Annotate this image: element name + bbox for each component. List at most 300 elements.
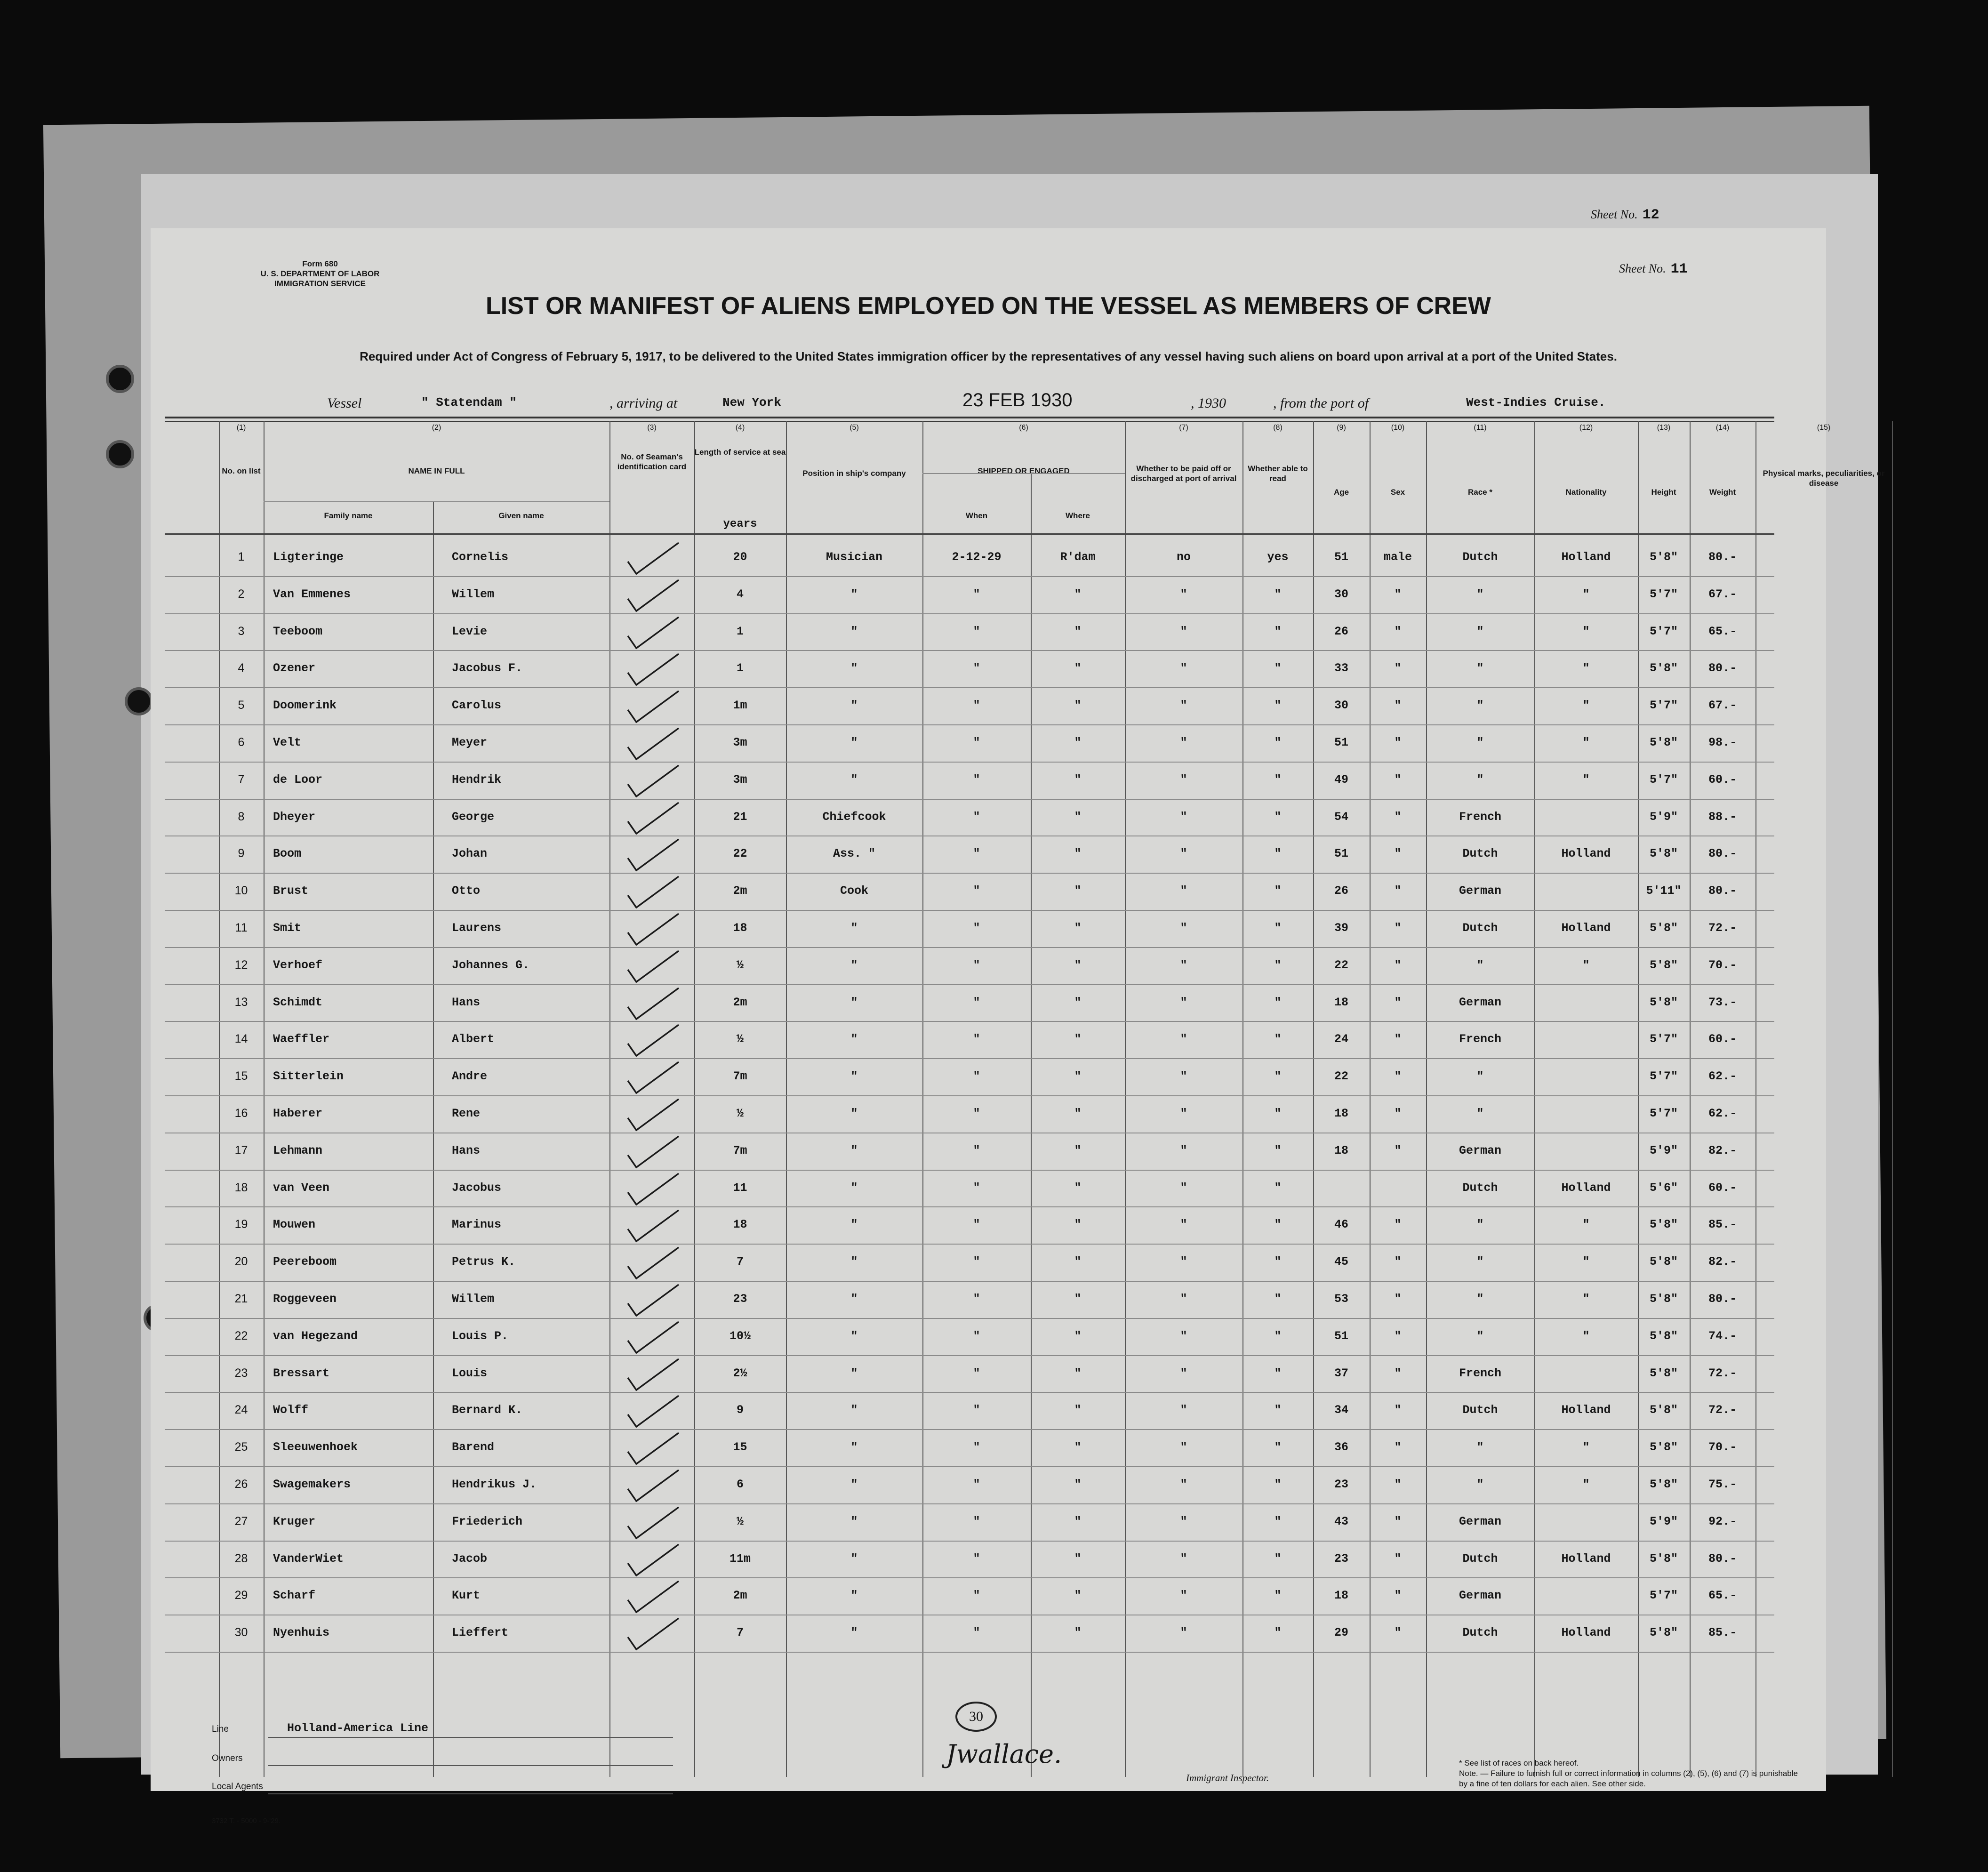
cell-nationality: " xyxy=(1582,1255,1590,1269)
cell-row-number: 3 xyxy=(238,624,245,638)
cell-family-name: Boom xyxy=(273,847,302,861)
footnotes xyxy=(1459,1758,1807,1789)
cell-paid-off: " xyxy=(1180,736,1187,749)
cell-able-to-read: " xyxy=(1274,810,1282,824)
cell-given-name: Barend xyxy=(452,1440,495,1454)
cell-able-to-read: " xyxy=(1274,847,1282,861)
cell-shipped-when: " xyxy=(973,1143,980,1157)
cell-weight: 73.- xyxy=(1708,995,1737,1009)
cell-able-to-read: " xyxy=(1274,736,1282,749)
cell-length-of-service: 3m xyxy=(733,772,747,787)
cell-race: " xyxy=(1476,958,1484,972)
cell-age: 53 xyxy=(1334,1292,1348,1306)
row-rule xyxy=(165,687,1774,688)
cell-length-of-service: 10½ xyxy=(729,1329,751,1343)
cell-sex: " xyxy=(1394,958,1402,972)
cell-sex: " xyxy=(1394,1551,1402,1566)
cell-family-name: Peereboom xyxy=(273,1255,337,1269)
cell-shipped-when: " xyxy=(973,995,980,1009)
cell-able-to-read: " xyxy=(1274,772,1282,787)
header-physical-marks: Physical marks, peculiarities, or disease xyxy=(1763,469,1885,488)
cell-race: Dutch xyxy=(1462,1626,1498,1640)
col-number: (4) xyxy=(735,424,745,432)
cell-family-name: Teeboom xyxy=(273,624,323,638)
cell-weight: 98.- xyxy=(1708,736,1737,749)
cell-sex: " xyxy=(1394,587,1402,601)
cell-given-name: Marinus xyxy=(452,1218,502,1232)
row-rule xyxy=(165,1244,1774,1245)
cell-position: " xyxy=(850,1218,858,1232)
cell-race: Dutch xyxy=(1462,550,1498,564)
cell-race: " xyxy=(1476,1107,1484,1120)
cell-length-of-service: 2½ xyxy=(733,1366,747,1380)
cell-shipped-where: " xyxy=(1074,699,1082,713)
cell-shipped-when: " xyxy=(973,921,980,935)
page-title: LIST OR MANIFEST OF ALIENS EMPLOYED ON THE VESSEL AS MEMBERS OF CREW xyxy=(486,292,1491,320)
cell-able-to-read: " xyxy=(1274,699,1282,713)
cell-row-number: 18 xyxy=(234,1181,248,1194)
row-rule xyxy=(165,1021,1774,1022)
cell-given-name: Petrus K. xyxy=(452,1255,516,1269)
column-divider xyxy=(1892,421,1893,1777)
cell-height: 5'8" xyxy=(1649,550,1678,564)
cell-shipped-where: " xyxy=(1074,1181,1082,1195)
header-age: Age xyxy=(1333,488,1349,497)
cell-paid-off: " xyxy=(1180,699,1187,713)
row-rule xyxy=(165,613,1774,614)
cell-weight: 70.- xyxy=(1708,1440,1737,1454)
cell-age: 18 xyxy=(1334,1589,1348,1603)
cell-shipped-where: " xyxy=(1074,1292,1082,1306)
cell-row-number: 1 xyxy=(238,550,245,563)
cell-height: 5'11" xyxy=(1646,884,1682,898)
cell-paid-off: " xyxy=(1180,1551,1187,1566)
cell-given-name: Otto xyxy=(452,884,481,898)
cell-row-number: 14 xyxy=(234,1032,248,1046)
checkmark-icon xyxy=(626,836,682,874)
checkmark-icon xyxy=(626,725,682,763)
cell-sex: " xyxy=(1394,884,1402,898)
cell-family-name: Schimdt xyxy=(273,995,323,1009)
cell-race: Dutch xyxy=(1462,1551,1498,1566)
owners-label: Owners xyxy=(212,1753,243,1763)
cell-shipped-when: " xyxy=(973,1255,980,1269)
cell-age: 39 xyxy=(1334,921,1348,935)
cell-age: 30 xyxy=(1334,699,1348,713)
col-number: (11) xyxy=(1474,424,1487,432)
checkmark-icon xyxy=(626,985,682,1023)
checkmark-icon xyxy=(626,614,682,652)
cell-shipped-where: " xyxy=(1074,1069,1082,1084)
cell-weight: 75.- xyxy=(1708,1478,1737,1491)
row-rule xyxy=(165,1318,1774,1319)
header-family-name: Family name xyxy=(324,511,373,520)
cell-length-of-service: 2m xyxy=(733,995,747,1009)
cell-sex: " xyxy=(1394,624,1402,638)
cell-family-name: Smit xyxy=(273,921,302,935)
cell-row-number: 4 xyxy=(238,661,245,675)
cell-shipped-when: " xyxy=(973,958,980,972)
cell-shipped-where: " xyxy=(1074,1440,1082,1454)
cell-nationality: " xyxy=(1582,958,1590,972)
checkmark-icon xyxy=(626,577,682,615)
cell-nationality: " xyxy=(1582,1292,1590,1306)
cell-position: " xyxy=(850,958,858,972)
cell-paid-off: " xyxy=(1180,1329,1187,1343)
cell-shipped-when: " xyxy=(973,1032,980,1046)
checkmark-icon xyxy=(626,1022,682,1060)
checkmark-icon xyxy=(626,763,682,800)
cell-weight: 72.- xyxy=(1708,1403,1737,1417)
cell-length-of-service: 15 xyxy=(733,1440,747,1454)
cell-row-number: 24 xyxy=(234,1403,248,1417)
cell-position: " xyxy=(850,661,858,675)
row-rule xyxy=(165,650,1774,651)
cell-sex: " xyxy=(1394,1255,1402,1269)
cell-able-to-read: " xyxy=(1274,921,1282,935)
cell-shipped-where: " xyxy=(1074,1107,1082,1120)
cell-height: 5'8" xyxy=(1649,1218,1678,1232)
cell-shipped-when: " xyxy=(973,1589,980,1603)
cell-paid-off: " xyxy=(1180,1292,1187,1306)
cell-length-of-service: 11m xyxy=(729,1551,751,1566)
checkmark-icon xyxy=(626,688,682,726)
table-top-rule xyxy=(165,417,1774,418)
cell-shipped-where: " xyxy=(1074,1403,1082,1417)
col-number: (14) xyxy=(1715,424,1730,432)
cell-height: 5'8" xyxy=(1649,958,1678,972)
cell-given-name: Willem xyxy=(452,1292,495,1306)
cell-sex: " xyxy=(1394,1143,1402,1157)
cell-age: 22 xyxy=(1334,1069,1348,1084)
col-number: (15) xyxy=(1817,424,1831,432)
cell-family-name: de Loor xyxy=(273,772,323,787)
cell-weight: 60.- xyxy=(1708,772,1737,787)
cell-race: " xyxy=(1476,772,1484,787)
cell-position: Chiefcook xyxy=(822,810,886,824)
cell-height: 5'8" xyxy=(1649,1366,1678,1380)
cell-family-name: Roggeveen xyxy=(273,1292,337,1306)
cell-position: " xyxy=(850,921,858,935)
cell-shipped-where: " xyxy=(1074,1032,1082,1046)
cell-nationality: " xyxy=(1582,1329,1590,1343)
cell-sex: " xyxy=(1394,1032,1402,1046)
header-paid-off: Whether to be paid off or discharged at port of arrival xyxy=(1130,464,1237,483)
cell-position: " xyxy=(850,1440,858,1454)
cell-sex: " xyxy=(1394,1218,1402,1232)
cell-row-number: 13 xyxy=(234,995,248,1009)
cell-able-to-read: " xyxy=(1274,1626,1282,1640)
footnote-penalty: Note. — Failure to furnish full or correct information in columns (2), (5), (6) and (7) is punishable by a fine of ten dollars for each alien. See other side. xyxy=(1459,1769,1798,1788)
cell-row-number: 2 xyxy=(238,587,245,601)
header-where: Where xyxy=(1066,511,1090,520)
line-value: Holland-America Line xyxy=(287,1721,429,1735)
cell-family-name: Bressart xyxy=(273,1366,330,1380)
cell-length-of-service: ½ xyxy=(736,1032,744,1046)
cell-sex: " xyxy=(1394,921,1402,935)
cell-race: " xyxy=(1476,1478,1484,1491)
cell-height: 5'8" xyxy=(1649,1478,1678,1491)
row-rule xyxy=(165,576,1774,577)
cell-shipped-where: " xyxy=(1074,995,1082,1009)
cell-sex: " xyxy=(1394,847,1402,861)
cell-age: 54 xyxy=(1334,810,1348,824)
checkmark-icon xyxy=(626,1319,682,1357)
cell-position: " xyxy=(850,1626,858,1640)
cell-race: Dutch xyxy=(1462,1181,1498,1195)
cell-able-to-read: " xyxy=(1274,1292,1282,1306)
cell-paid-off: " xyxy=(1180,1440,1187,1454)
cell-age: 24 xyxy=(1334,1032,1348,1046)
header-bottom-rule xyxy=(165,533,1774,535)
checkmark-icon xyxy=(626,1171,682,1208)
cell-age: 46 xyxy=(1334,1218,1348,1232)
cell-paid-off: " xyxy=(1180,772,1187,787)
col-number: (6) xyxy=(1019,424,1028,432)
cell-able-to-read: " xyxy=(1274,1514,1282,1528)
checkmark-icon xyxy=(626,1356,682,1394)
line-underline xyxy=(268,1737,673,1738)
cell-paid-off: " xyxy=(1180,661,1187,675)
cell-family-name: Ligteringe xyxy=(273,550,344,564)
cell-race: " xyxy=(1476,736,1484,749)
cell-shipped-where: " xyxy=(1074,958,1082,972)
cell-shipped-when: " xyxy=(973,810,980,824)
cell-family-name: Nyenhuis xyxy=(273,1626,330,1640)
cell-given-name: Kurt xyxy=(452,1589,481,1603)
cell-family-name: Brust xyxy=(273,884,309,898)
header-weight: Weight xyxy=(1709,488,1736,497)
cell-length-of-service: 2m xyxy=(733,1589,747,1603)
cell-shipped-when: " xyxy=(973,1292,980,1306)
cell-race: " xyxy=(1476,699,1484,713)
cell-shipped-when: " xyxy=(973,1366,980,1380)
cell-able-to-read: " xyxy=(1274,1069,1282,1084)
cell-paid-off: " xyxy=(1180,587,1187,601)
cell-row-number: 30 xyxy=(234,1626,248,1639)
page-subtitle: Required under Act of Congress of February 5, 1917, to be delivered to the United States immigration officer by the representatives of any vessel having such aliens on board upon arrival at a port of the United States. xyxy=(360,349,1617,363)
cell-row-number: 9 xyxy=(238,847,245,860)
header-shipped-engaged: SHIPPED OR ENGAGED xyxy=(978,466,1070,475)
punch-hole xyxy=(125,687,153,715)
cell-row-number: 28 xyxy=(234,1551,248,1565)
cell-race: German xyxy=(1459,884,1501,898)
header-when: When xyxy=(965,511,988,520)
cell-family-name: Mouwen xyxy=(273,1218,316,1232)
cell-shipped-when: " xyxy=(973,1440,980,1454)
cell-able-to-read: " xyxy=(1274,1403,1282,1417)
cell-paid-off: " xyxy=(1180,847,1187,861)
checkmark-icon xyxy=(626,1133,682,1171)
cell-able-to-read: " xyxy=(1274,1589,1282,1603)
sheet-number: Sheet No. 11 xyxy=(1619,261,1688,277)
cell-given-name: Jacob xyxy=(452,1551,488,1566)
cell-race: " xyxy=(1476,1329,1484,1343)
cell-age: 26 xyxy=(1334,624,1348,638)
cell-able-to-read: " xyxy=(1274,587,1282,601)
cell-length-of-service: 4 xyxy=(736,587,744,601)
from-port-label: , from the port of xyxy=(1273,395,1369,411)
header-rule xyxy=(922,473,1125,474)
cell-family-name: Velt xyxy=(273,736,302,749)
cell-given-name: Jacobus xyxy=(452,1181,502,1195)
cell-given-name: Hans xyxy=(452,1143,481,1157)
cell-able-to-read: " xyxy=(1274,1551,1282,1566)
cell-height: 5'7" xyxy=(1649,1589,1678,1603)
cell-height: 5'8" xyxy=(1649,1440,1678,1454)
cell-position: " xyxy=(850,1255,858,1269)
cell-weight: 80.- xyxy=(1708,661,1737,675)
cell-position: " xyxy=(850,1551,858,1566)
cell-row-number: 11 xyxy=(235,921,248,934)
cell-length-of-service: 7 xyxy=(736,1255,744,1269)
cell-row-number: 26 xyxy=(234,1478,248,1491)
cell-able-to-read: " xyxy=(1274,1440,1282,1454)
cell-shipped-when: " xyxy=(973,1181,980,1195)
cell-family-name: Kruger xyxy=(273,1514,316,1528)
cell-age: 43 xyxy=(1334,1514,1348,1528)
cell-shipped-where: " xyxy=(1074,1514,1082,1528)
cell-shipped-when: " xyxy=(973,624,980,638)
cell-length-of-service: ½ xyxy=(736,1514,744,1528)
cell-given-name: Hendrikus J. xyxy=(452,1478,537,1491)
row-rule xyxy=(165,724,1774,725)
checkmark-icon xyxy=(626,948,682,986)
row-rule xyxy=(165,1577,1774,1578)
cell-sex: " xyxy=(1394,772,1402,787)
row-rule xyxy=(165,910,1774,911)
punch-hole xyxy=(106,440,134,468)
cell-row-number: 5 xyxy=(238,699,245,712)
cell-shipped-where: " xyxy=(1074,1329,1082,1343)
cell-given-name: Levie xyxy=(452,624,488,638)
cell-row-number: 20 xyxy=(234,1255,248,1269)
cell-row-number: 29 xyxy=(234,1589,248,1602)
cell-shipped-where: " xyxy=(1074,1255,1082,1269)
cell-able-to-read: " xyxy=(1274,1181,1282,1195)
agents-underline xyxy=(268,1793,673,1794)
cell-sex: " xyxy=(1394,736,1402,749)
header-no: No. on list xyxy=(222,466,261,475)
cell-position: " xyxy=(850,624,858,638)
cell-nationality: Holland xyxy=(1561,1626,1611,1640)
cell-weight: 67.- xyxy=(1708,699,1737,713)
cell-nationality: Holland xyxy=(1561,550,1611,564)
cell-nationality: " xyxy=(1582,1478,1590,1491)
cell-shipped-where: " xyxy=(1074,1551,1082,1566)
cell-sex: " xyxy=(1394,1478,1402,1491)
cell-able-to-read: " xyxy=(1274,1255,1282,1269)
cell-given-name: Johannes G. xyxy=(452,958,530,972)
cell-given-name: Rene xyxy=(452,1107,481,1120)
row-rule xyxy=(165,1652,1774,1653)
cell-family-name: Scharf xyxy=(273,1589,316,1603)
print-code: 3732 T. - 5000 - 9-'29. xyxy=(212,1817,281,1825)
cell-height: 5'8" xyxy=(1649,1551,1678,1566)
cell-able-to-read: " xyxy=(1274,1366,1282,1380)
cell-position: " xyxy=(850,1403,858,1417)
checkmark-icon xyxy=(626,1578,682,1616)
cell-race: Dutch xyxy=(1462,847,1498,861)
cell-sex: " xyxy=(1394,1107,1402,1120)
cell-paid-off: " xyxy=(1180,1069,1187,1084)
cell-row-number: 19 xyxy=(234,1218,248,1231)
cell-shipped-where: " xyxy=(1074,847,1082,861)
cell-position: " xyxy=(850,1292,858,1306)
cell-weight: 82.- xyxy=(1708,1143,1737,1157)
form-number: Form 680 xyxy=(302,259,338,268)
checkmark-icon xyxy=(626,1467,682,1505)
cell-able-to-read: yes xyxy=(1267,550,1289,564)
column-divider xyxy=(433,501,434,1777)
cell-able-to-read: " xyxy=(1274,624,1282,638)
cell-nationality: " xyxy=(1582,587,1590,601)
cell-weight: 88.- xyxy=(1708,810,1737,824)
cell-race: German xyxy=(1459,1143,1501,1157)
cell-position: " xyxy=(850,1329,858,1343)
cell-age: 18 xyxy=(1334,1107,1348,1120)
cell-shipped-when: " xyxy=(973,1329,980,1343)
line-label: Line xyxy=(212,1724,229,1734)
column-divider xyxy=(609,421,610,1777)
cell-position: " xyxy=(850,1069,858,1084)
col-number: (7) xyxy=(1179,424,1188,432)
cell-paid-off: " xyxy=(1180,1143,1187,1157)
cell-shipped-when: " xyxy=(973,1403,980,1417)
cell-paid-off: " xyxy=(1180,958,1187,972)
cell-sex: " xyxy=(1394,1069,1402,1084)
row-rule xyxy=(165,1058,1774,1059)
cell-length-of-service: 11 xyxy=(733,1181,747,1195)
checkmark-icon xyxy=(626,1207,682,1245)
cell-given-name: Lieffert xyxy=(452,1626,509,1640)
checkmark-icon xyxy=(626,540,682,578)
footnote-races: * See list of races on back hereof. xyxy=(1459,1759,1579,1768)
cell-given-name: Jacobus F. xyxy=(452,661,523,675)
cell-position: " xyxy=(850,1366,858,1380)
cell-weight: 92.- xyxy=(1708,1514,1737,1528)
cell-height: 5'8" xyxy=(1649,1292,1678,1306)
cell-weight: 72.- xyxy=(1708,921,1737,935)
cell-height: 5'7" xyxy=(1649,1107,1678,1120)
cell-weight: 80.- xyxy=(1708,847,1737,861)
inspector-signature: Jwallace. xyxy=(946,1739,1062,1769)
cell-sex: " xyxy=(1394,1589,1402,1603)
cell-able-to-read: " xyxy=(1274,958,1282,972)
header-seaman-card: No. of Seaman's identification card xyxy=(617,452,687,471)
cell-row-number: 7 xyxy=(238,772,245,786)
cell-shipped-when: " xyxy=(973,1069,980,1084)
cell-able-to-read: " xyxy=(1274,1143,1282,1157)
circled-count: 30 xyxy=(955,1702,997,1732)
cell-weight: 62.- xyxy=(1708,1069,1737,1084)
cell-length-of-service: 9 xyxy=(736,1403,744,1417)
cell-given-name: Meyer xyxy=(452,736,488,749)
cell-sex: " xyxy=(1394,1626,1402,1640)
form-department: U. S. DEPARTMENT OF LABOR xyxy=(260,269,380,278)
cell-sex: " xyxy=(1394,1403,1402,1417)
cell-given-name: Bernard K. xyxy=(452,1403,523,1417)
cell-age: 51 xyxy=(1334,736,1348,749)
cell-race: German xyxy=(1459,1514,1501,1528)
header-length-service: Length of service at sea xyxy=(694,448,786,457)
cell-nationality: " xyxy=(1582,1218,1590,1232)
row-rule xyxy=(165,1541,1774,1542)
cell-position: " xyxy=(850,995,858,1009)
cell-height: 5'8" xyxy=(1649,736,1678,749)
year-text: , 1930 xyxy=(1191,395,1226,411)
cell-height: 5'7" xyxy=(1649,587,1678,601)
